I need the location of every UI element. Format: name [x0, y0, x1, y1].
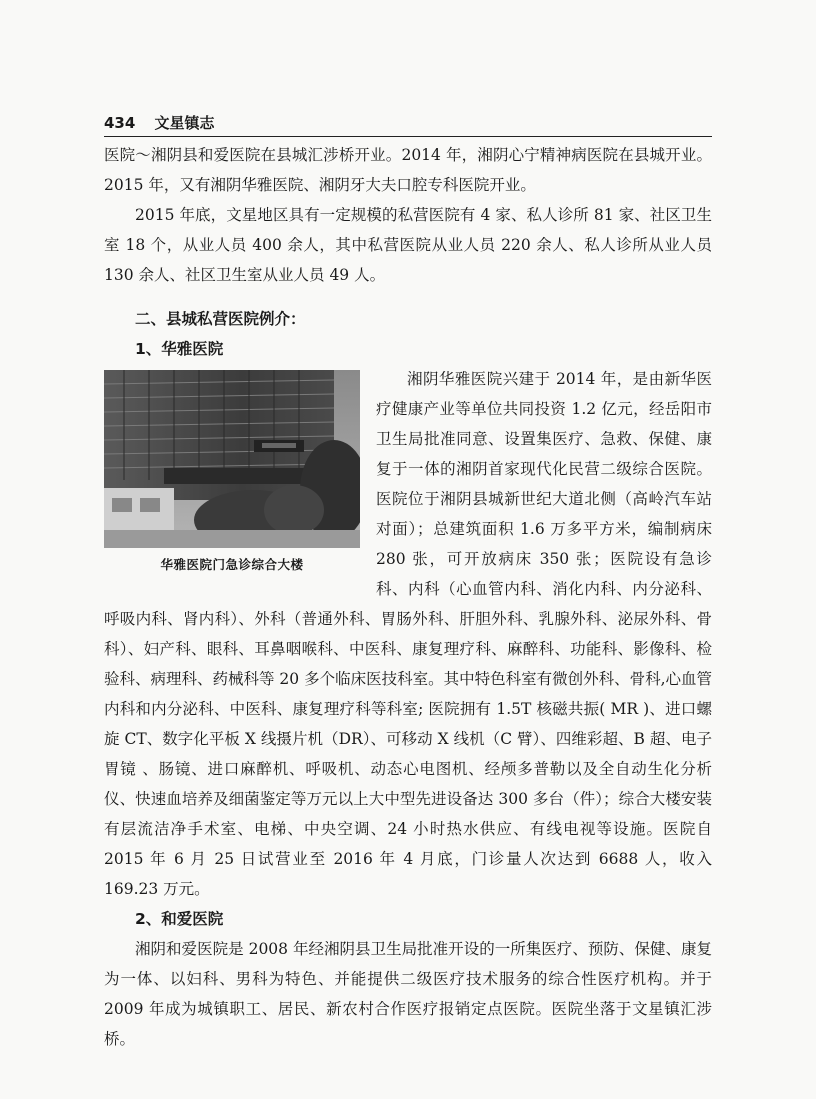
hospital-building-photo: [104, 370, 360, 548]
paragraph-continued: 医院～湘阴县和爱医院在县城汇涉桥开业。2014 年，湘阴心宁精神病医院在县城开业。2015 年，又有湘阴华雅医院、湘阴牙大夫口腔专科医院开业。: [104, 146, 712, 194]
running-header: [104, 112, 712, 137]
hospital1-heading: 1、华雅医院: [135, 340, 224, 358]
page-body: [104, 140, 712, 1054]
paragraph-statistics: 2015 年底，文星地区具有一定规模的私营医院有 4 家、私人诊所 81 家、社区卫生室 18 个，从业人员 400 余人，其中私营医院从业人员 220 余人、私人诊所从业人员 130 余人、社区卫生室从业人员 49 人。: [104, 206, 712, 284]
section-heading: 二、县城私营医院例介：: [135, 310, 306, 328]
hospital-figure: [104, 370, 360, 576]
book-title: 文星镇志: [154, 114, 215, 132]
page-number: 434: [104, 114, 136, 132]
hospital2-heading: 2、和爱医院: [135, 910, 224, 928]
photo-caption: 华雅医院门急诊综合大楼: [160, 557, 304, 572]
hospital1-description: 湘阴华雅医院兴建于 2014 年，是由新华医疗健康产业等单位共同投资 1.2 亿元，经岳阳市卫生局批准同意、设置集医疗、急救、保健、康复于一体的湘阴首家现代化民营二级综合医院。医院位于湘阴县城新世纪大道北侧（高岭汽车站对面）；总建筑面积 1.6 万多平方米，编制病床 280 张，可开放病床 350 张；医院设有急诊科、内科（心血管内科、消化内科、内分泌科、呼吸内科、肾内科）、外科（普通外科、胃肠外科、肝胆外科、乳腺外科、泌尿外科、骨科）、妇产科、眼科、耳鼻咽喉科、中医科、康复理疗科、麻醉科、功能科、影像科、检验科、病理科、药械科等 20 多个临床医技科室。其中特色科室有微创外科、骨科,心血管内科和内分泌科、中医科、康复理疗科等科室; 医院拥有 1.5T 核磁共振( MR )、进口螺旋 CT、数字化平板 X 线摄片机（DR）、可移动 X 线机（C 臂）、四维彩超、B 超、电子胃镜 、肠镜、进口麻醉机、呼吸机、动态心电图机、经颅多普勒以及全自动生化分析仪、快速血培养及细菌鉴定等万元以上大中型先进设备达 300 多台（件）；综合大楼安装有层流洁净手术室、电梯、中央空调、24 小时热水供应、有线电视等设施。医院自 2015 年 6 月 25 日试营业至 2016 年 4 月底，门诊量人次达到 6688 人，收入 169.23 万元。: [104, 370, 713, 898]
hospital2-description: 湘阴和爱医院是 2008 年经湘阴县卫生局批准开设的一所集医疗、预防、保健、康复为一体、以妇科、男科为特色、并能提供二级医疗技术服务的综合性医疗机构。并于 2009 年成为城镇职工、居民、新农村合作医疗报销定点医院。医院坐落于文星镇汇涉桥。: [104, 940, 712, 1048]
